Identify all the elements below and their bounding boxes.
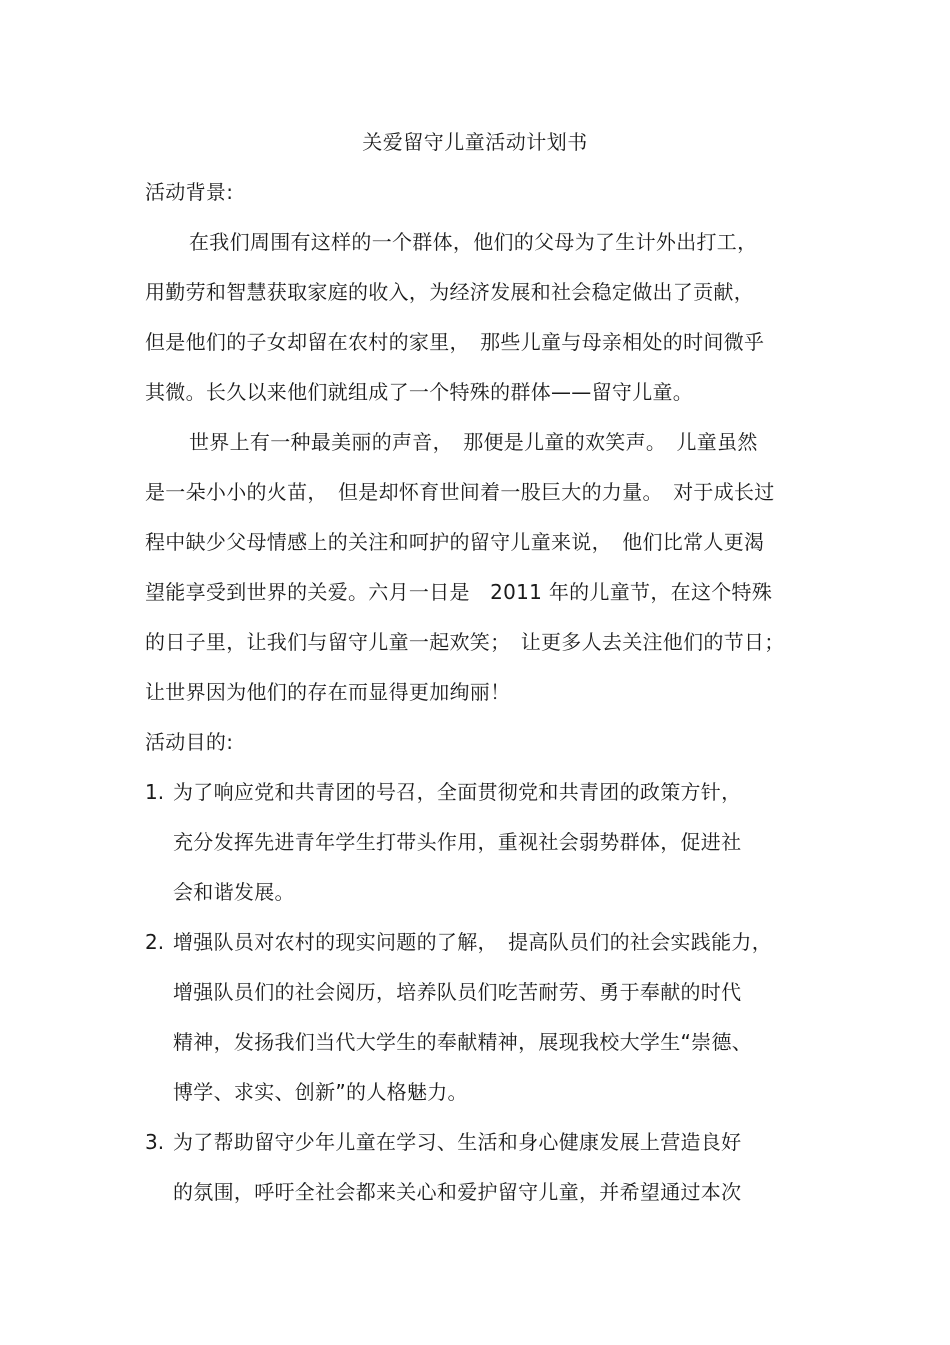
- list-item-line: 充分发挥先进青年学生打带头作用，重视社会弱势群体，促进社: [173, 830, 742, 854]
- paragraph-line: 的日子里，让我们与留守儿童一起欢笑； 让更多人去关注他们的节日；: [145, 630, 785, 654]
- paragraph-line: 但是他们的子女却留在农村的家里， 那些儿童与母亲相处的时间微乎: [145, 330, 765, 354]
- paragraph-line: 是一朵小小的火苗， 但是却怀育世间着一股巨大的力量。 对于成长过: [145, 480, 775, 504]
- list-item-number: 1.: [145, 780, 165, 804]
- paragraph-line: 世界上有一种最美丽的声音， 那便是儿童的欢笑声。 儿童虽然: [189, 430, 758, 454]
- list-item-number: 3.: [145, 1130, 165, 1154]
- paragraph-line: 在我们周围有这样的一个群体，他们的父母为了生计外出打工，: [189, 230, 758, 254]
- paragraph-line: 望能享受到世界的关爱。六月一日是 2011 年的儿童节，在这个特殊: [145, 580, 773, 604]
- document-title: 关爱留守儿童活动计划书: [362, 130, 588, 154]
- section-heading-background: 活动背景:: [145, 180, 234, 204]
- section-heading-purpose: 活动目的:: [145, 730, 234, 754]
- list-item-line: 博学、求实、创新”的人格魅力。: [173, 1080, 468, 1104]
- list-item-line: 增强队员对农村的现实问题的了解， 提高队员们的社会实践能力，: [173, 930, 772, 954]
- list-item-line: 精神，发扬我们当代大学生的奉献精神，展现我校大学生“崇德、: [173, 1030, 753, 1054]
- list-item-line: 增强队员们的社会阅历，培养队员们吃苦耐劳、勇于奉献的时代: [173, 980, 742, 1004]
- paragraph-line: 让世界因为他们的存在而显得更加绚丽！: [145, 680, 511, 704]
- paragraph-line: 用勤劳和智慧获取家庭的收入，为经济发展和社会稳定做出了贡献，: [145, 280, 754, 304]
- list-item-number: 2.: [145, 930, 165, 954]
- list-item-line: 的氛围，呼吁全社会都来关心和爱护留守儿童，并希望通过本次: [173, 1180, 742, 1204]
- list-item-line: 为了帮助留守少年儿童在学习、生活和身心健康发展上营造良好: [173, 1130, 742, 1154]
- list-item-line: 为了响应党和共青团的号召，全面贯彻党和共青团的政策方针，: [173, 780, 742, 804]
- list-item-line: 会和谐发展。: [173, 880, 295, 904]
- paragraph-line: 其微。长久以来他们就组成了一个特殊的群体——留守儿童。: [145, 380, 694, 404]
- paragraph-line: 程中缺少父母情感上的关注和呵护的留守儿童来说， 他们比常人更渴: [145, 530, 765, 554]
